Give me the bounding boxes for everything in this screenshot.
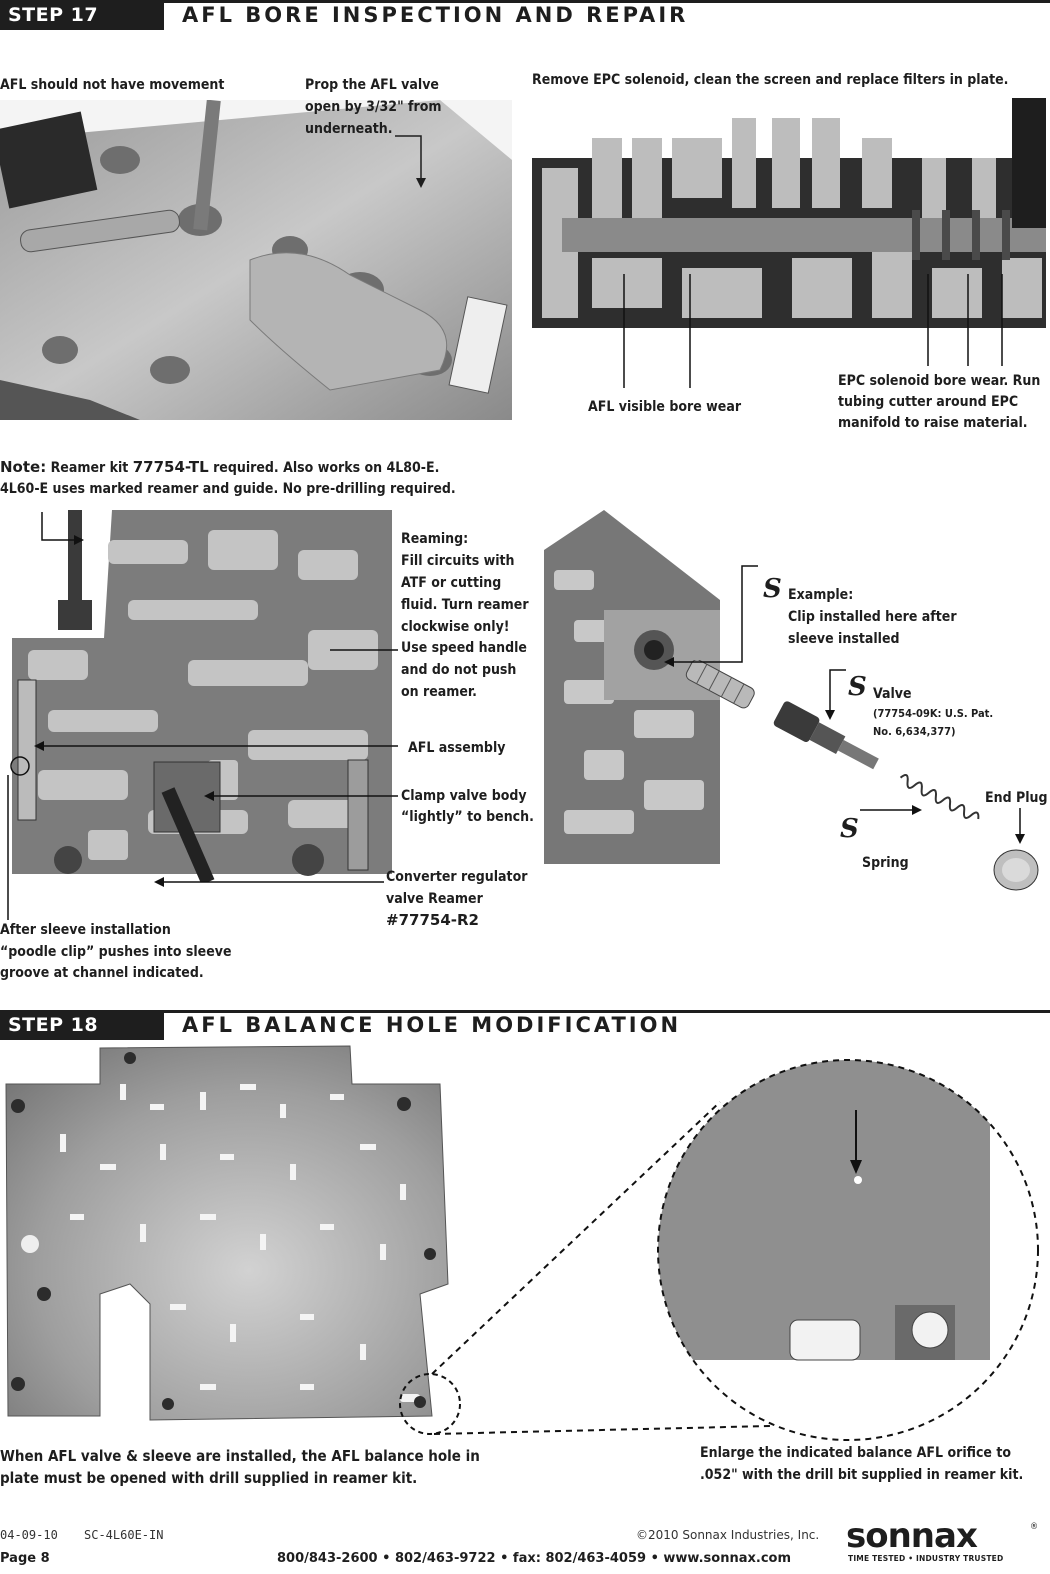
label-valve-note-2: No. 6,634,377) xyxy=(873,725,956,738)
logo-tagline: TIME TESTED • INDUSTRY TRUSTED xyxy=(848,1554,1004,1563)
label-afl-assembly: AFL assembly xyxy=(408,740,506,756)
sonnax-s-icon: S xyxy=(840,814,859,844)
label-clamp-1: Clamp valve body xyxy=(401,788,527,804)
note-kit-number: 77754-TL xyxy=(132,458,209,476)
note-line-1 xyxy=(0,456,439,479)
label-no-movement: AFL should not have movement xyxy=(0,77,225,93)
label-afl-wear: AFL visible bore wear xyxy=(588,399,742,415)
note-text-a: Reamer kit xyxy=(50,460,129,476)
label-after-3: groove at channel indicated. xyxy=(0,965,204,981)
footer-copyright: ©2010 Sonnax Industries, Inc. xyxy=(636,1528,820,1542)
logo-registered: ® xyxy=(1030,1522,1039,1532)
step-18-tab: STEP 18 xyxy=(0,1010,164,1040)
label-valve: Valve xyxy=(873,686,912,702)
label-conv-1: Converter regulator xyxy=(386,869,528,885)
label-ream-1: Reaming: xyxy=(401,531,469,547)
step-18-right-2: .052" with the drill bit supplied in reamer kit. xyxy=(700,1467,1024,1483)
footer-page: Page 8 xyxy=(0,1551,50,1566)
label-after-1: After sleeve installation xyxy=(0,922,171,938)
reaming-pointers xyxy=(0,500,410,920)
step-18-left-2: plate must be opened with drill supplied in reamer kit. xyxy=(0,1469,418,1487)
step-18-header xyxy=(0,1010,1050,1040)
label-ream-6: Use speed handle xyxy=(401,640,527,656)
step-18-right-1: Enlarge the indicated balance AFL orifice to xyxy=(700,1445,1012,1461)
note-line-2: 4L60-E uses marked reamer and guide. No pre-drilling required. xyxy=(0,481,456,497)
sonnax-logo xyxy=(846,1516,1039,1566)
step-18-left-1: When AFL valve & sleeve are installed, the AFL balance hole in xyxy=(0,1447,480,1465)
label-after-2: “poodle clip” pushes into sleeve xyxy=(0,944,232,960)
zoom-callout xyxy=(390,1040,1050,1470)
label-prop-3: underneath. xyxy=(305,121,393,137)
label-remove-epc: Remove EPC solenoid, clean the screen and replace filters in plate. xyxy=(532,72,1009,88)
label-conv-3: #77754-R2 xyxy=(386,911,479,929)
label-clamp-2: “lightly” to bench. xyxy=(401,809,534,825)
step-18-title: AFL BALANCE HOLE MODIFICATION xyxy=(182,1013,682,1037)
label-valve-note-1: (77754-09K: U.S. Pat. xyxy=(873,707,994,720)
arrow-icon xyxy=(395,128,435,190)
label-ream-4: fluid. Turn reamer xyxy=(401,597,529,613)
label-epc-3: manifold to raise material. xyxy=(838,415,1028,431)
footer-date: 04-09-10 xyxy=(0,1528,58,1542)
footer-contact: 800/843-2600 • 802/463-9722 • fax: 802/463-4059 • www.sonnax.com xyxy=(277,1551,792,1566)
label-end-plug: End Plug xyxy=(985,790,1048,806)
label-prop-2: open by 3/32" from xyxy=(305,99,442,115)
label-epc-2: tubing cutter around EPC xyxy=(838,394,1019,410)
note-text-b: required. Also works on 4L80-E. xyxy=(213,460,440,476)
step-17-tab: STEP 17 xyxy=(0,0,164,30)
sonnax-s-icon: S xyxy=(848,672,867,702)
label-example-3: sleeve installed xyxy=(788,631,900,647)
label-ream-7: and do not push xyxy=(401,662,517,678)
footer-doc-code: SC-4L60E-IN xyxy=(84,1528,164,1542)
label-prop-1: Prop the AFL valve xyxy=(305,77,439,93)
label-ream-3: ATF or cutting xyxy=(401,575,502,591)
logo-wordmark: sonnax xyxy=(846,1516,977,1556)
label-spring: Spring xyxy=(862,855,909,871)
step-17-title: AFL BORE INSPECTION AND REPAIR xyxy=(182,3,689,27)
label-example-1: Example: xyxy=(788,587,854,603)
afl-valve-body-photo xyxy=(0,100,512,420)
label-example-2: Clip installed here after xyxy=(788,609,957,625)
sonnax-s-icon: S xyxy=(763,574,782,604)
note-label: Note: xyxy=(0,458,47,476)
label-ream-2: Fill circuits with xyxy=(401,553,515,569)
label-ream-8: on reamer. xyxy=(401,684,477,700)
label-conv-2: valve Reamer xyxy=(386,891,483,907)
label-ream-5: clockwise only! xyxy=(401,619,510,635)
label-epc-1: EPC solenoid bore wear. Run xyxy=(838,373,1041,389)
step-17-header xyxy=(0,0,1050,30)
